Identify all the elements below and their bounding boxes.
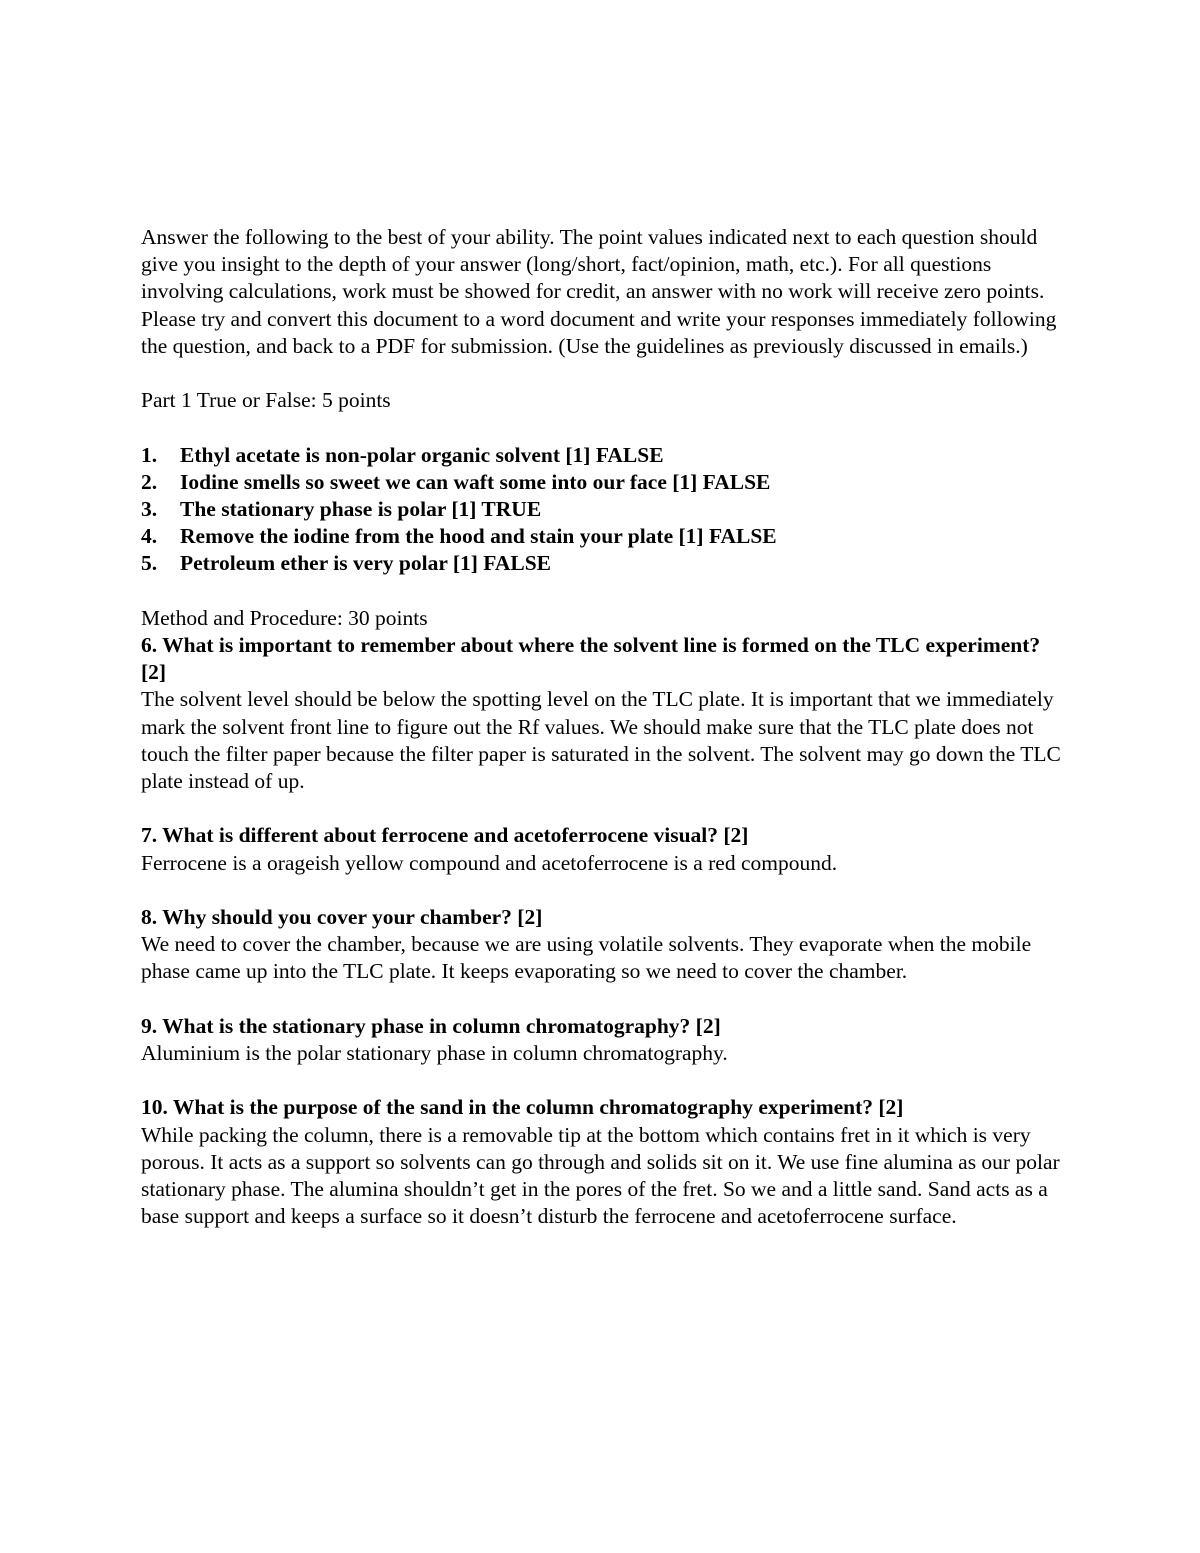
answer-8: We need to cover the chamber, because we are using volatile solvents. They evaporate when the mobile phase came up into the TLC plate. It keeps evaporating so we need to cover the chamber. <box>141 932 1032 984</box>
answer-7: Ferrocene is a orageish yellow compound and acetoferrocene is a red compound. <box>141 850 838 875</box>
list-item <box>141 523 1061 550</box>
list-item <box>141 550 1061 577</box>
list-item <box>141 442 1061 469</box>
item-text: Petroleum ether is very polar [1] FALSE <box>180 551 552 576</box>
spacer <box>141 578 1061 605</box>
list-item <box>141 496 1061 523</box>
item-number: 5. <box>141 551 158 576</box>
item-text: The stationary phase is polar [1] TRUE <box>180 497 542 521</box>
question-10: 10. What is the purpose of the sand in the column chromatography experiment? [2] <box>141 1095 904 1120</box>
spacer <box>141 1067 1061 1094</box>
item-number: 2. <box>141 469 158 494</box>
item-number: 4. <box>141 524 158 549</box>
spacer <box>141 986 1061 1013</box>
item-number: 1. <box>141 442 158 467</box>
question-6: 6. What is important to remember about where the solvent line is formed on the TLC experiment? [2] <box>141 633 1041 685</box>
item-number: 3. <box>141 497 158 521</box>
item-text: Ethyl acetate is non-polar organic solvent [1] FALSE <box>180 442 664 467</box>
true-false-list <box>141 442 1061 578</box>
spacer <box>141 877 1061 904</box>
question-8: 8. Why should you cover your chamber? [2] <box>141 905 543 929</box>
item-text: Remove the iodine from the hood and stain your plate [1] FALSE <box>180 524 777 549</box>
intro-paragraph: Answer the following to the best of your ability. The point values indicated next to each question should give you insight to the depth of your answer (long/short, fact/opinion, math, etc.). For all questions involving calculations, work must be showed for credit, an answer with no work will receive zero points. Please try and convert this document to a word document and write your responses immediately following the question, and back to a PDF for submission. (Use the guidelines as previously discussed in emails.) <box>141 225 1057 358</box>
question-9: 9. What is the stationary phase in column chromatography? [2] <box>141 1013 721 1038</box>
part2-heading: Method and Procedure: 30 points <box>141 605 428 630</box>
spacer <box>141 795 1061 822</box>
answer-6: The solvent level should be below the spotting level on the TLC plate. It is important that we immediately mark the solvent front line to figure out the Rf values. We should make sure that the TLC plate does not touch the filter paper because the filter paper is saturated in the solvent. The solvent may go down the TLC plate instead of up. <box>141 687 1061 794</box>
item-text: Iodine smells so sweet we can waft some into our face [1] FALSE <box>180 469 771 494</box>
answer-10: While packing the column, there is a removable tip at the bottom which contains fret in it which is very porous. It acts as a support so solvents can go through and solids sit on it. We use fine alumina as our polar stationary phase. The alumina shouldn’t get in the pores of the fret. So we and a little sand. Sand acts as a base support and keeps a surface so it doesn’t disturb the ferrocene and acetoferrocene surface. <box>141 1122 1060 1229</box>
spacer <box>141 360 1061 387</box>
list-item <box>141 469 1061 496</box>
spacer <box>141 414 1061 441</box>
question-7: 7. What is different about ferrocene and acetoferrocene visual? [2] <box>141 823 749 848</box>
document-page <box>141 224 1061 1230</box>
part1-heading: Part 1 True or False: 5 points <box>141 388 391 413</box>
answer-9: Aluminium is the polar stationary phase in column chromatography. <box>141 1041 728 1065</box>
